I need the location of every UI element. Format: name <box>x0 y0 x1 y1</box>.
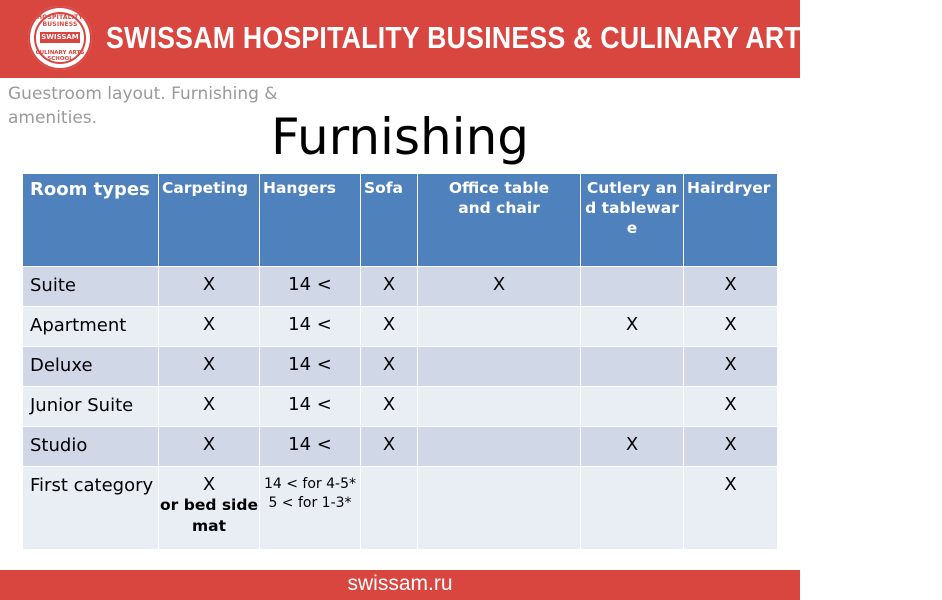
carpeting-note: or bed side mat <box>160 496 258 535</box>
carpeting-mark: X <box>202 474 216 495</box>
logo-top-text: HOSPITALITY BUSINESS <box>36 14 84 28</box>
hairdryer-cell: X <box>684 467 778 550</box>
office-cell: X <box>418 267 581 307</box>
office-cell <box>418 387 581 427</box>
sofa-cell: X <box>361 347 418 387</box>
cutlery-cell: X <box>581 427 684 467</box>
cutlery-cell <box>581 467 684 550</box>
sofa-cell: X <box>361 307 418 347</box>
office-cell <box>418 467 581 550</box>
hairdryer-cell: X <box>684 387 778 427</box>
column-header-room-types: Room types <box>23 174 159 267</box>
header-banner <box>0 0 942 78</box>
hairdryer-cell: X <box>684 427 778 467</box>
hangers-cell: 14 < <box>260 427 361 467</box>
cutlery-cell: X <box>581 307 684 347</box>
school-title: SWISSAM HOSPITALITY BUSINESS & CULINARY ARTS SCHOOL <box>106 20 942 55</box>
logo-bottom-text: CULINARY ARTS SCHOOL <box>35 50 85 62</box>
hangers-cell: 14 < <box>260 347 361 387</box>
column-header-hairdryer: Hairdryer <box>684 174 778 267</box>
hairdryer-cell: X <box>684 347 778 387</box>
sofa-cell <box>361 467 418 550</box>
hangers-note-large: 14 < for 4-5* <box>263 476 356 492</box>
hairdryer-cell: X <box>684 307 778 347</box>
footer-banner <box>0 570 800 600</box>
table-row <box>23 347 778 387</box>
table-row <box>23 387 778 427</box>
table-row <box>23 427 778 467</box>
cutlery-cell <box>581 267 684 307</box>
room-type-cell: Studio <box>23 427 159 467</box>
cutlery-cell <box>581 387 684 427</box>
carpeting-cell: X <box>159 267 260 307</box>
carpeting-cell: X <box>159 387 260 427</box>
office-cell <box>418 427 581 467</box>
column-header-cutlery: Cutlery and tableware <box>581 174 684 267</box>
hangers-cell: 14 < <box>260 267 361 307</box>
room-type-cell: Apartment <box>23 307 159 347</box>
sofa-cell: X <box>361 387 418 427</box>
furnishing-table <box>22 173 778 550</box>
sofa-cell: X <box>361 267 418 307</box>
cutlery-cell <box>581 347 684 387</box>
hangers-cell <box>260 467 361 550</box>
column-header-sofa: Sofa <box>361 174 418 267</box>
carpeting-cell: X <box>159 427 260 467</box>
room-type-cell: Suite <box>23 267 159 307</box>
table-row <box>23 267 778 307</box>
carpeting-cell: X <box>159 307 260 347</box>
room-type-cell: First category <box>23 467 159 550</box>
sofa-cell: X <box>361 427 418 467</box>
hangers-cell: 14 < <box>260 307 361 347</box>
hairdryer-cell: X <box>684 267 778 307</box>
carpeting-cell <box>159 467 260 550</box>
office-cell <box>418 347 581 387</box>
hangers-note-small: 5 < for 1-3* <box>268 495 352 511</box>
room-type-cell: Junior Suite <box>23 387 159 427</box>
carpeting-cell: X <box>159 347 260 387</box>
room-type-cell: Deluxe <box>23 347 159 387</box>
table-row <box>23 467 778 550</box>
school-logo-icon <box>28 6 92 70</box>
table-header-row <box>23 174 778 267</box>
slide-heading: Furnishing <box>270 108 530 166</box>
logo-brand-text: SWISSAM <box>41 33 79 41</box>
slide-subtitle: Guestroom layout. Furnishing & amenities. <box>8 84 278 128</box>
office-cell <box>418 307 581 347</box>
hangers-cell: 14 < <box>260 387 361 427</box>
column-header-carpeting: Carpeting <box>159 174 260 267</box>
column-header-hangers: Hangers <box>260 174 361 267</box>
footer-website: swissam.ru <box>347 572 453 595</box>
column-header-office-table: Office table and chair <box>418 174 581 267</box>
table-row <box>23 307 778 347</box>
